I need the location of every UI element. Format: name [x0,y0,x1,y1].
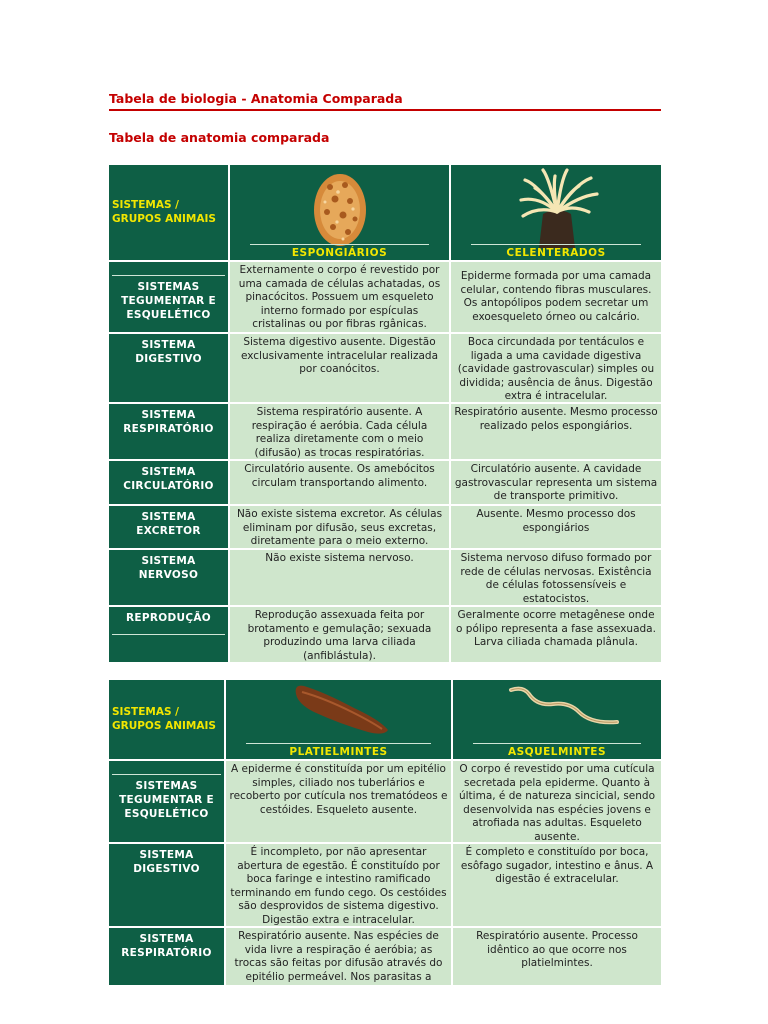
table-cell: Não existe sistema excretor. As células eliminam por difusão, seus excretas, diretamente para o meio externo. [230,506,449,548]
table-cell: Externamente o corpo é revestido por uma camada de células achatadas, os pinacócitos. Possuem um esqueleto interno formado por espículas cristalinas ou por fibras rgânicas. [230,262,449,332]
table-cell: Boca circundada por tentáculos e ligada a uma cavidade digestiva (cavidade gastrovascular) simples ou dividida; ausência de ânus. Digestão extra é intracelular. [451,334,661,402]
table-cell: Respiratório ausente. Nas espécies de vida livre a respiração é aeróbia; as trocas são feitas por difusão através do epitélio permeável. Nos parasitas a [226,928,451,985]
group-header-asquelmintes: ASQUELMINTES [453,680,661,759]
table-cell: Circulatório ausente. Os amebócitos circulam transportando alimento. [230,461,449,504]
row-label-tegumentar: SISTEMAS TEGUMENTAR E ESQUELÉTICO [109,761,224,842]
table-cell: O corpo é revestido por uma cutícula secretada pela epiderme. Quanto à última, é de natureza sincicial, sendo desenvolvida nas espécies jovens e atrofiada nas adultas. Esqueleto ausente. [453,761,661,842]
table-cell: Reprodução assexuada feita por brotamento e gemulação; sexuada produzindo uma larva ciliada (anfiblástula). [230,607,449,662]
table-cell: A epiderme é constituída por um epitélio simples, ciliado nos tuberlários e recoberto por cutícula nos trematódeos e cestóides. Esqueleto ausente. [226,761,451,842]
table-cell: Epiderme formada por uma camada celular, contendo fibras musculares. Os antopólipos podem secretar um exoesqueleto órneo ou calcário. [451,262,661,332]
comparison-table-2 [109,680,661,985]
comparison-table-1 [109,165,661,662]
group-header-platielmintes: PLATIELMINTES [226,680,451,759]
roundworm-icon [503,682,623,732]
sea-anemone-icon [509,166,605,248]
group-header-celenterados: CELENTERADOS [451,165,661,260]
row-label-tegumentar: SISTEMAS TEGUMENTAR E ESQUELÉTICO [109,262,228,332]
table-corner-header: SISTEMAS / GRUPOS ANIMAIS [109,165,228,260]
row-label-digestivo: SISTEMA DIGESTIVO [109,844,224,926]
section-heading: Tabela de anatomia comparada [109,130,330,145]
flatworm-icon [284,682,394,738]
row-label-respiratorio: SISTEMA RESPIRATÓRIO [109,404,228,459]
row-label-nervoso: SISTEMA NERVOSO [109,550,228,605]
title-divider [109,109,661,111]
page-title: Tabela de biologia - Anatomia Comparada [109,91,403,106]
row-label-excretor: SISTEMA EXCRETOR [109,506,228,548]
table-cell: Ausente. Mesmo processo dos espongiários [451,506,661,548]
row-label-respiratorio: SISTEMA RESPIRATÓRIO [109,928,224,985]
table-cell: Geralmente ocorre metagênese onde o pólipo representa a fase assexuada. Larva ciliada chamada plânula. [451,607,661,662]
table-cell: Respiratório ausente. Processo idêntico ao que ocorre nos platielmintes. [453,928,661,985]
row-label-circulatorio: SISTEMA CIRCULATÓRIO [109,461,228,504]
table-cell: Circulatório ausente. A cavidade gastrovascular representa um sistema de transporte primitivo. [451,461,661,504]
row-label-reproducao: REPRODUÇÃO [109,607,228,662]
table-cell: É completo e constituído por boca, esôfago sugador, intestino e ânus. A digestão é extracelular. [453,844,661,926]
table-cell: Respiratório ausente. Mesmo processo realizado pelos espongiários. [451,404,661,459]
table-cell: Sistema nervoso difuso formado por rede de células nervosas. Existência de células fotossensíveis e estatocistos. [451,550,661,605]
sponge-icon [305,167,375,249]
group-header-espongiarios: ESPONGIÁRIOS [230,165,449,260]
table-cell: Sistema digestivo ausente. Digestão exclusivamente intracelular realizada por coanócitos. [230,334,449,402]
table-cell: Sistema respiratório ausente. A respiração é aeróbia. Cada célula realiza diretamente com o meio (difusão) as trocas respiratórias. [230,404,449,459]
table-cell: É incompleto, por não apresentar abertura de egestão. É constituído por boca faringe e intestino ramificado terminando em fundo cego. Os cestóides são desprovidos de sistema digestivo. Digestão extra e intracelular. [226,844,451,926]
table-corner-header: SISTEMAS / GRUPOS ANIMAIS [109,680,224,759]
row-label-digestivo: SISTEMA DIGESTIVO [109,334,228,402]
table-cell: Não existe sistema nervoso. [230,550,449,605]
